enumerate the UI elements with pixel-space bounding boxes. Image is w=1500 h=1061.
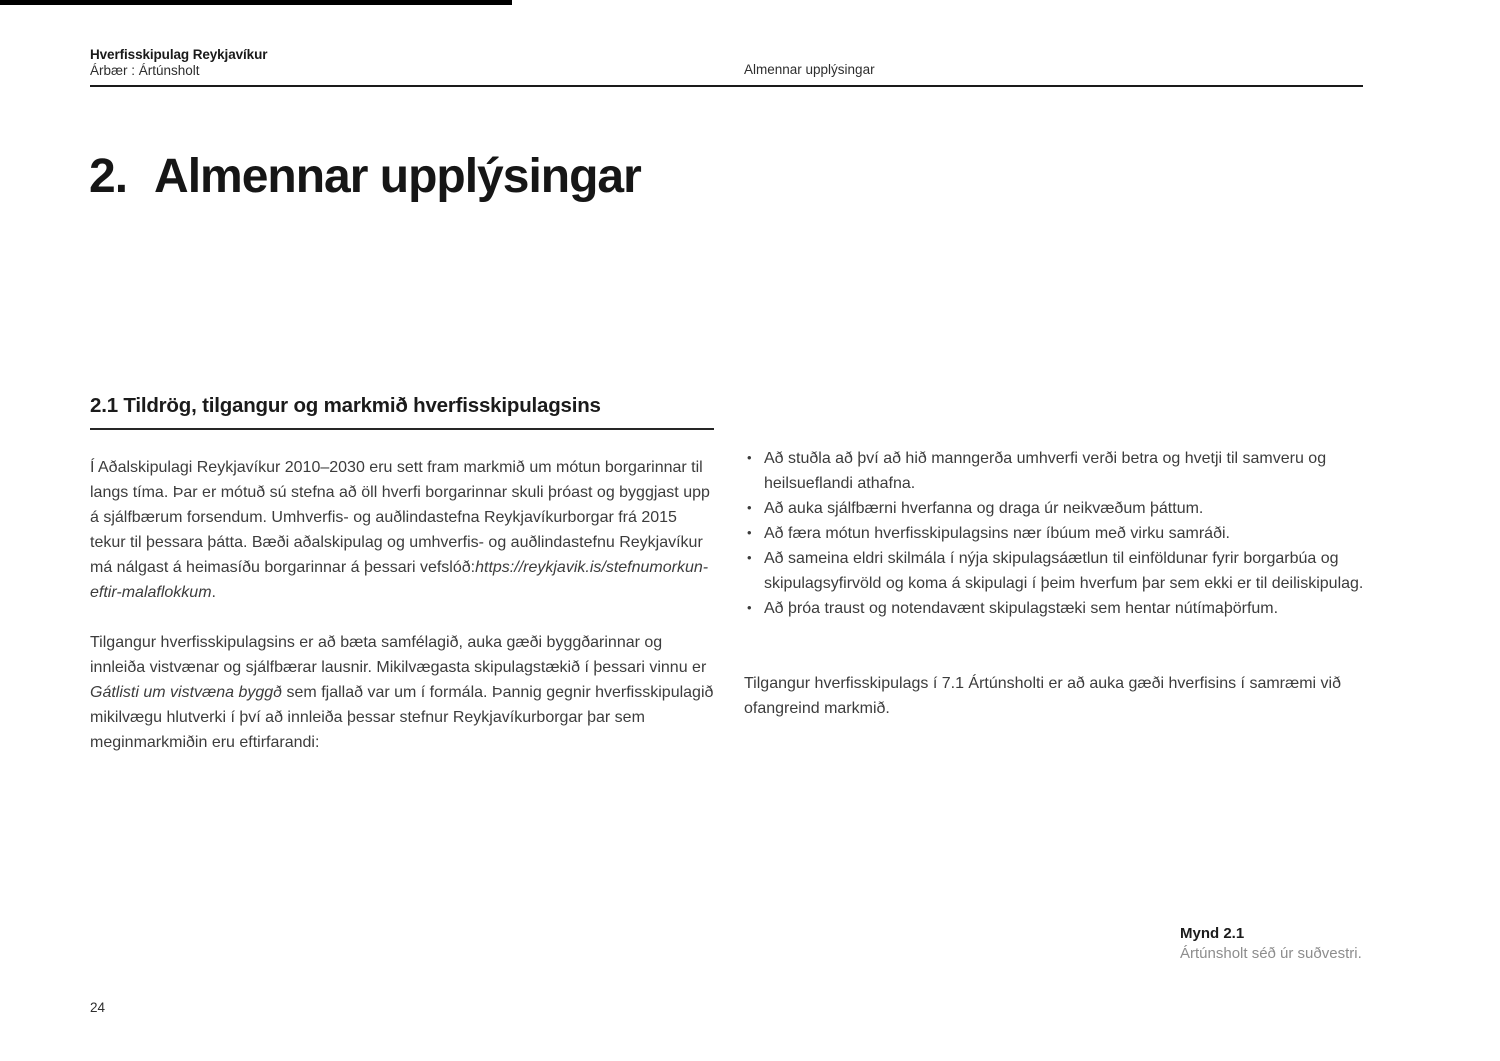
list-item xyxy=(744,546,1366,596)
document-subtitle: Árbær : Ártúnsholt xyxy=(90,63,200,78)
section-heading: 2.1 Tildrög, tilgangur og markmið hverfisskipulagsins xyxy=(90,394,714,430)
checklist-title-italic: Gátlisti um vistvæna byggð xyxy=(90,684,283,701)
goals-list xyxy=(744,446,1366,621)
list-item xyxy=(744,446,1366,496)
paragraph-purpose-end: sem fjallað var um í formála. Þannig gegnir hverfisskipulagið mikilvægu hlutverki í því að innleiða þessar stefnur Reykjavíkurborgar þar sem meginmarkmiðin eru eftirfarandi: xyxy=(90,684,714,751)
chapter-title-label: Almennar upplýsingar xyxy=(154,150,641,203)
left-column xyxy=(90,394,714,755)
paragraph-purpose-start: Tilgangur hverfisskipulagsins er að bæta samfélagið, auka gæði byggðarinnar og innleiða vistvænar og sjálfbærar lausnir. Mikilvægasta skipulagstækið í þessari vinnu er xyxy=(90,634,707,676)
running-title: Almennar upplýsingar xyxy=(744,62,875,77)
document-title: Hverfisskipulag Reykjavíkur xyxy=(90,47,268,62)
paragraph-purpose xyxy=(90,630,714,755)
page-header xyxy=(90,47,267,79)
goal-text: Að þróa traust og notendavænt skipulagstæki sem hentar nútímaþörfum. xyxy=(764,600,1279,617)
figure-caption-label: Mynd 2.1 xyxy=(1180,925,1245,942)
list-item xyxy=(744,521,1366,546)
top-accent-bar xyxy=(0,0,512,5)
paragraph-intro xyxy=(90,455,714,605)
goal-text: Að færa mótun hverfisskipulagsins nær íbúum með virku samráði. xyxy=(764,525,1230,542)
list-item xyxy=(744,596,1366,621)
right-column xyxy=(744,446,1366,721)
policy-url-link[interactable]: https://reykjavik.is/stefnumorkun-eftir-malaflokkum xyxy=(90,559,709,601)
goal-text: Að auka sjálfbærni hverfanna og draga úr neikvæðum þáttum. xyxy=(764,500,1204,517)
paragraph-intro-text: Í Aðalskipulagi Reykjavíkur 2010–2030 eru sett fram markmið um mótun borgarinnar til langs tíma. Þar er mótuð sú stefna að öll hverfi borgarinnar skuli þróast og byggjast upp á sjálfbærum forsendum. Umhverfis- og auðlindastefna Reykjavíkurborgar frá 2015 tekur til þessara þátta. Bæði aðalskipulag og umhverfis- og auðlindastefnu Reykjavíkur má nálgast á heimasíðu borgarinnar á þessari vefslóð: xyxy=(90,459,710,576)
page-number: 24 xyxy=(90,1000,106,1015)
goal-text: Að stuðla að því að hið manngerða umhverfi verði betra og hvetji til samveru og heilsueflandi athafna. xyxy=(764,450,1327,492)
figure-caption xyxy=(1180,924,1362,964)
goal-text: Að sameina eldri skilmála í nýja skipulagsáætlun til einföldunar fyrir borgarbúa og skipulagsyfirvöld og koma á skipulagi í þeim hverfum þar sem ekki er til deiliskipulag. xyxy=(764,550,1364,592)
chapter-number: 2. xyxy=(89,150,128,203)
figure-caption-text: Ártúnsholt séð úr suðvestri. xyxy=(1180,945,1362,962)
chapter-title xyxy=(89,149,641,204)
list-item xyxy=(744,496,1366,521)
header-divider xyxy=(90,85,1363,87)
paragraph-intro-end: . xyxy=(211,584,216,601)
paragraph-closing: Tilgangur hverfisskipulags í 7.1 Ártúnsholti er að auka gæði hverfisins í samræmi við ofangreind markmið. xyxy=(744,675,1341,717)
